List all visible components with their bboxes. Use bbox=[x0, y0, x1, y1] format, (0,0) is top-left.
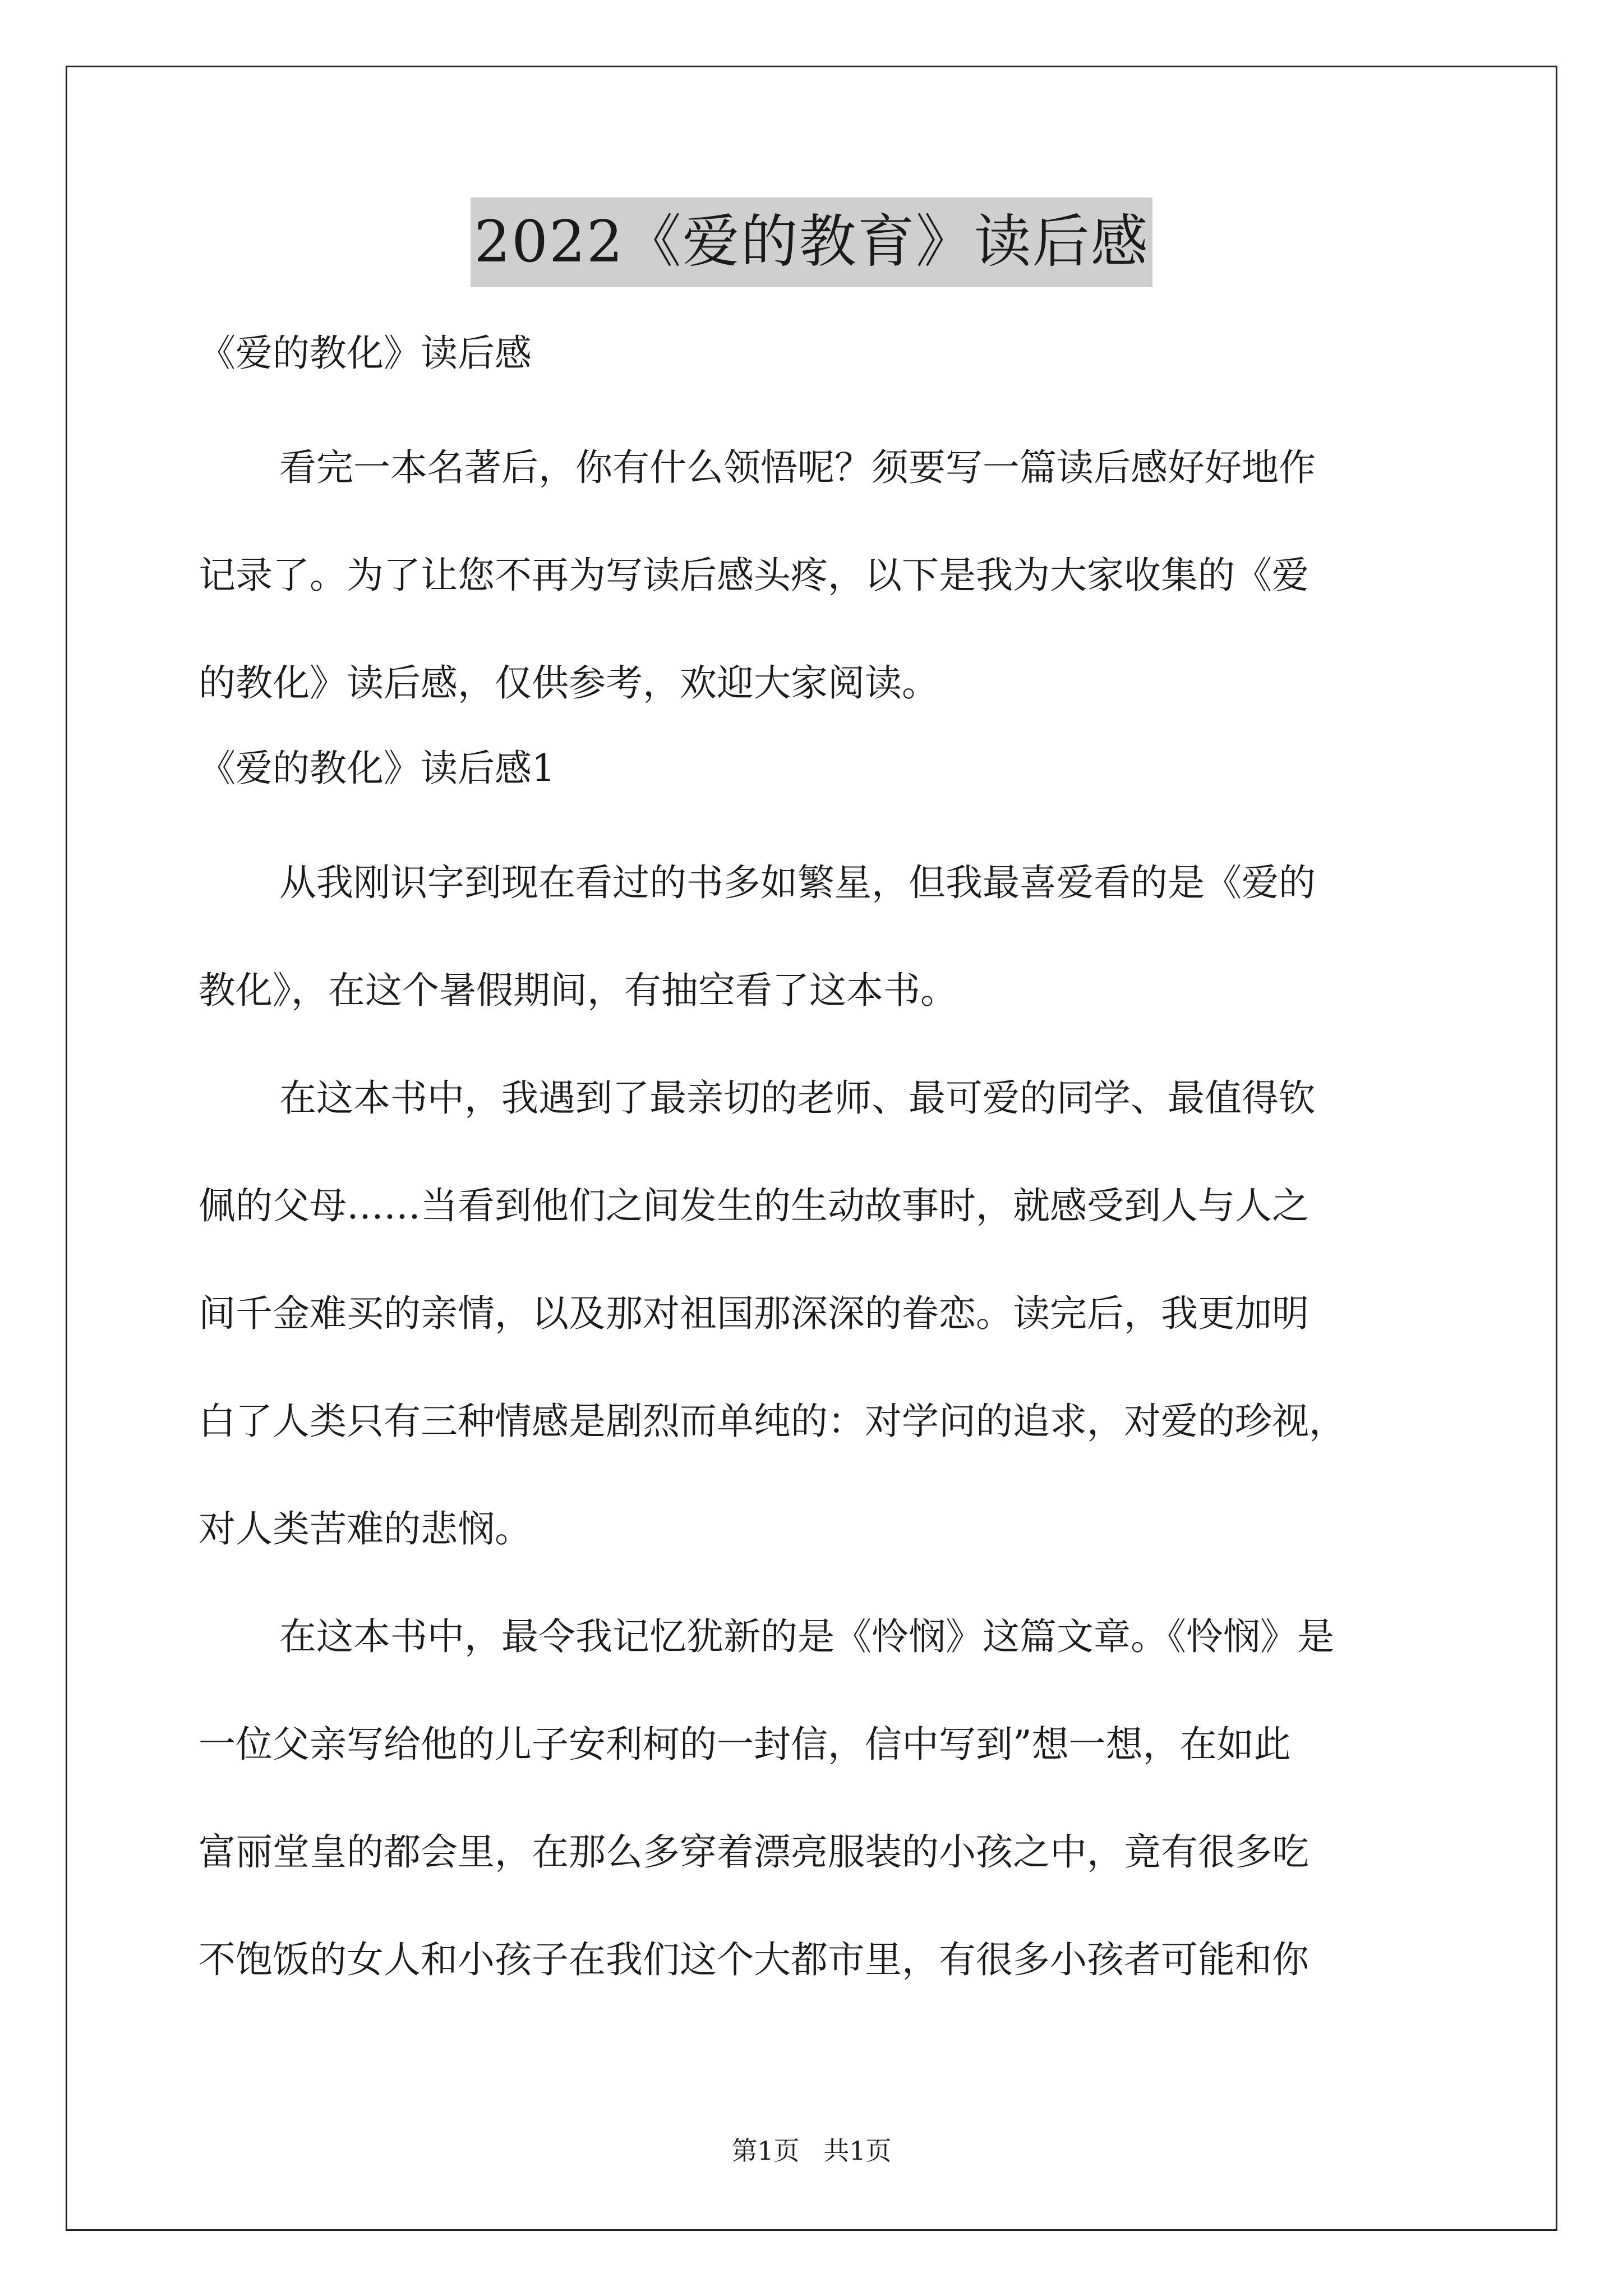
document-title: 2022《爱的教育》读后感 bbox=[471, 197, 1152, 287]
paragraph-line: 从我刚识字到现在看过的书多如繁星，但我最喜爱看的是《爱的 bbox=[279, 861, 1316, 904]
title-container bbox=[0, 197, 1623, 287]
paragraph-line: 间千金难买的亲情，以及那对祖国那深深的眷恋。读完后，我更加明 bbox=[199, 1292, 1309, 1335]
document-subtitle: 《爱的教化》读后感 bbox=[199, 332, 532, 375]
intro-paragraph bbox=[199, 414, 1432, 737]
paragraph-line: 不饱饭的女人和小孩子在我们这个大都市里，有很多小孩者可能和你 bbox=[199, 1938, 1309, 1981]
paragraph-line: 在这本书中，最令我记忆犹新的是《怜悯》这篇文章。《怜悯》是 bbox=[279, 1615, 1334, 1658]
document-body bbox=[199, 314, 1432, 2014]
page-total: 共1页 bbox=[823, 2136, 892, 2166]
page-number: 第1页 bbox=[731, 2136, 800, 2166]
body-paragraph-1 bbox=[199, 829, 1432, 1045]
paragraph-line: 佩的父母……当看到他们之间发生的生动故事时，就感受到人与人之 bbox=[199, 1184, 1309, 1227]
paragraph-line: 教化》，在这个暑假期间，有抽空看了这本书。 bbox=[199, 969, 957, 1012]
paragraph-line: 一位父亲写给他的儿子安利柯的一封信，信中写到”想一想，在如此 bbox=[199, 1723, 1291, 1766]
paragraph-line: 白了人类只有三种情感是剧烈而单纯的：对学问的追求，对爱的珍视， bbox=[199, 1400, 1346, 1443]
paragraph-line: 在这本书中，我遇到了最亲切的老师、最可爱的同学、最值得钦 bbox=[279, 1076, 1316, 1120]
paragraph-line: 记录了。为了让您不再为写读后感头疼，以下是我为大家收集的《爱 bbox=[199, 554, 1309, 597]
paragraph-line: 的教化》读后感，仅供参考，欢迎大家阅读。 bbox=[199, 661, 939, 705]
paragraph-line: 看完一本名著后，你有什么领悟呢？须要写一篇读后感好好地作 bbox=[279, 446, 1316, 489]
section-heading: 《爱的教化》读后感1 bbox=[199, 747, 555, 790]
body-paragraph-3 bbox=[199, 1583, 1432, 2014]
body-paragraph-2 bbox=[199, 1045, 1432, 1583]
paragraph-line: 对人类苦难的悲悯。 bbox=[199, 1507, 532, 1550]
paragraph-line: 富丽堂皇的都会里，在那么多穿着漂亮服装的小孩之中，竟有很多吃 bbox=[199, 1830, 1309, 1874]
page-footer bbox=[0, 2133, 1623, 2169]
